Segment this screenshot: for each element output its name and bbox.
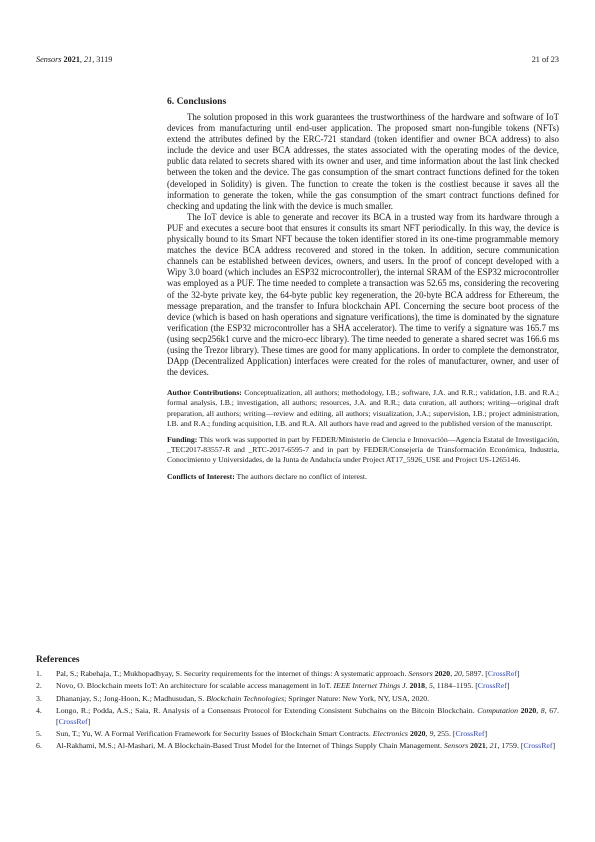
reference-pages: , 1184–1195. [432, 681, 474, 691]
reference-volume: 5 [428, 681, 433, 691]
journal-citation: Sensors 2021, 21, 3119 [36, 55, 113, 64]
reference-journal: Electronics [372, 729, 408, 739]
back-matter [167, 388, 559, 482]
author-contributions [167, 388, 559, 429]
reference-volume: 20 [454, 669, 462, 678]
conclusion-paragraph-1: The solution proposed in this work guarantees the trustworthiness of the hardware and software of IoT devices from manufacturing until end-user application. The proposed smart non-fungible tokens (NFTs) extend the attributes defined by the ERC-721 standard (token identifier and owner BCA address) to also include the device and user BCA addresses, the states associated with the operating modes of the device, public data related to secrets shared with its owner and user, and time information about the last link checked between the token and the device. The gas consumption of the smart contract functions defined for the token (developed in Solidity) is given. The function to create the token is the costliest because it saves all the information to generate the token, while the gas consumption of the smart contract functions defined for checking and updating the link with the device is much smaller. [167, 112, 559, 211]
reference-authors: Novo, O. Blockchain meets IoT: An architecture for scalable access management in IoT. [56, 681, 332, 691]
reference-item: 1. Pal, S.; Rabehaja, T.; Mukhopadhyay, S. Security requirements for the internet of things: A systematic approach. Sensors 2020, 20, 5897. [CrossRef] [36, 669, 520, 678]
page-number: 21 of 23 [531, 55, 559, 64]
reference-pages: , 5897. [461, 669, 484, 678]
reference-item: 4. Longo, R.; Podda, A.S.; Saia, R. Analysis of a Consensus Protocol for Extending Consistent Subchains on the Bitcoin Blockchain. Computation 2020, 8, 67. [CrossRef] [36, 706, 560, 726]
reference-item: 6. Al-Rakhami, M.S.; Al-Mashari, M. A Blockchain-Based Trust Model for the Internet of Things Supply Chain Management. Sensors 2021, 21, 1759. [CrossRef] [36, 741, 556, 751]
reference-authors: Dhananjay, S.; Jong-Hoon, K.; Madhusudan, S. [56, 693, 205, 703]
section-title: 6. Conclusions [167, 96, 227, 107]
funding-text: This work was supported in part by FEDER/Ministerio de Ciencia e Innovación—Agencia Estatal de Investigación, _TEC2017-83557-R and _RTC-2017-6595-7 and in part by FEDER/Consejería de Transformación Económica, Industria, Conocimiento y Universidades, de la Junta de Andalucía under Project AT17_5926_USE and Project US-1265146. [167, 435, 559, 465]
references-section [36, 654, 559, 754]
reference-list [36, 669, 559, 752]
reference-volume: 9 [429, 729, 434, 739]
reference-number: 3. [36, 693, 42, 703]
journal-name: Sensors [36, 55, 62, 64]
crossref-link[interactable]: CrossRef [477, 681, 507, 691]
reference-authors: Al-Rakhami, M.S.; Al-Mashari, M. A Blockchain-Based Trust Model for the Internet of Things Supply Chain Management. [56, 741, 442, 751]
journal-volume: 21 [84, 55, 93, 64]
conflicts-of-interest [167, 472, 559, 482]
reference-journal: Computation [477, 706, 519, 716]
article-number: 3119 [96, 55, 113, 64]
reference-journal: Sensors [408, 669, 433, 678]
reference-authors: Longo, R.; Podda, A.S.; Saia, R. Analysis of a Consensus Protocol for Extending Consistent Subchains on the Bitcoin Blockchain. [56, 706, 475, 716]
crossref-link[interactable]: CrossRef [58, 716, 88, 726]
funding [167, 435, 559, 466]
reference-year: 2018 [409, 681, 426, 691]
reference-publisher: ; Springer Nature: New York, NY, USA, 2020. [284, 693, 430, 703]
author-contributions-text: Conceptualization, all authors; methodology, I.B.; software, J.A. and R.R.; validation, I.B. and R.A.; formal analysis, I.B.; investigation, all authors; resources, J.A. and R.R.; data curation, all authors; writing—original draft preparation, all authors; writing—review and editing, all authors; visualization, J.A.; supervision, I.B.; project administration, I.B. and R.A.; funding acquisition, I.B. and R.A. All authors have read and agreed to the published version of the manuscript. [167, 388, 560, 428]
reference-year: 2020 [434, 669, 451, 678]
reference-pages: , 255. [433, 729, 451, 739]
reference-book: Blockchain Technologies [206, 693, 285, 703]
reference-year: 2020 [409, 729, 426, 739]
crossref-link[interactable]: CrossRef [455, 729, 485, 739]
reference-authors: Sun, T.; Yu, W. A Formal Verification Framework for Security Issues of Blockchain Smart Contracts. [56, 729, 371, 739]
reference-number: 2. [36, 681, 42, 691]
reference-pages: , 1759. [497, 741, 519, 751]
conflicts-label: Conflicts of Interest: [167, 471, 235, 481]
reference-journal: IEEE Internet Things J. [333, 681, 408, 691]
running-header [36, 55, 559, 67]
reference-volume: 21 [489, 741, 498, 751]
conflicts-text: The authors declare no conflict of interest. [236, 471, 367, 481]
conclusion-paragraph-2: The IoT device is able to generate and recover its BCA in a trusted way from its hardware through a PUF and executes a secure boot that ensures it consults its smart NFT periodically. In this way, the device is physically bound to its Smart NFT because the token identifier stored in its one-time programmable memory matches the device BCA address recovered and stored in the token. In addition, secure communication channels can be established between devices, owners, and users. In the proof of concept developed with a Wipy 3.0 board (which includes an ESP32 microcontroller), the internal SRAM of the ESP32 microcontroller was employed as a PUF. The time needed to complete a transaction was 52.65 ms, considering the recovering of the 32-byte private key, the 64-byte public key regeneration, the 20-byte BCA address for Ethereum, the message preparation, and the transfer to Infura blockchain API. Concerning the secure boot process of the device (which is based on hash operations and signature verifications), the time is dominated by the signature verification (the ESP32 microcontroller has a SHA accelerator). The time to verify a signature was 165.7 ms (using secp256k1 curve and the micro-ecc library). The time needed to generate a shared secret was 166.6 ms (using the Trezor library). These times are good for many applications. In order to complete the demonstrator, DApp (Decentralized Application) interfaces were created for the roles of manufacturer, owner, and user of the devices. [167, 211, 559, 378]
reference-item: 2. Novo, O. Blockchain meets IoT: An architecture for scalable access management in IoT. IEEE Internet Things J. 2018, 5, 1184–1195. [CrossRef] [36, 681, 510, 691]
reference-number: 5. [36, 729, 42, 739]
crossref-link[interactable]: CrossRef [523, 741, 553, 751]
reference-item: 5. Sun, T.; Yu, W. A Formal Verification Framework for Security Issues of Blockchain Smart Contracts. Electronics 2020, 9, 255. [CrossRef] [36, 729, 488, 739]
reference-item [36, 694, 559, 704]
author-contributions-label: Author Contributions: [167, 388, 242, 398]
reference-number: 4. [36, 706, 42, 716]
references-title: References [36, 655, 80, 665]
reference-volume: 8 [540, 706, 545, 716]
crossref-link[interactable]: CrossRef [487, 669, 517, 678]
reference-authors: Pal, S.; Rabehaja, T.; Mukhopadhyay, S. Security requirements for the internet of things: A systematic approach. [56, 669, 407, 678]
journal-year: 2021 [63, 55, 80, 64]
reference-year: 2021 [470, 741, 486, 751]
main-column [167, 96, 559, 488]
reference-pages: , 67. [544, 706, 560, 716]
reference-year: 2020 [520, 706, 537, 716]
reference-number: 6. [36, 741, 42, 751]
reference-journal: Sensors [443, 741, 469, 751]
reference-number: 1. [36, 669, 42, 678]
funding-label: Funding: [167, 435, 198, 445]
